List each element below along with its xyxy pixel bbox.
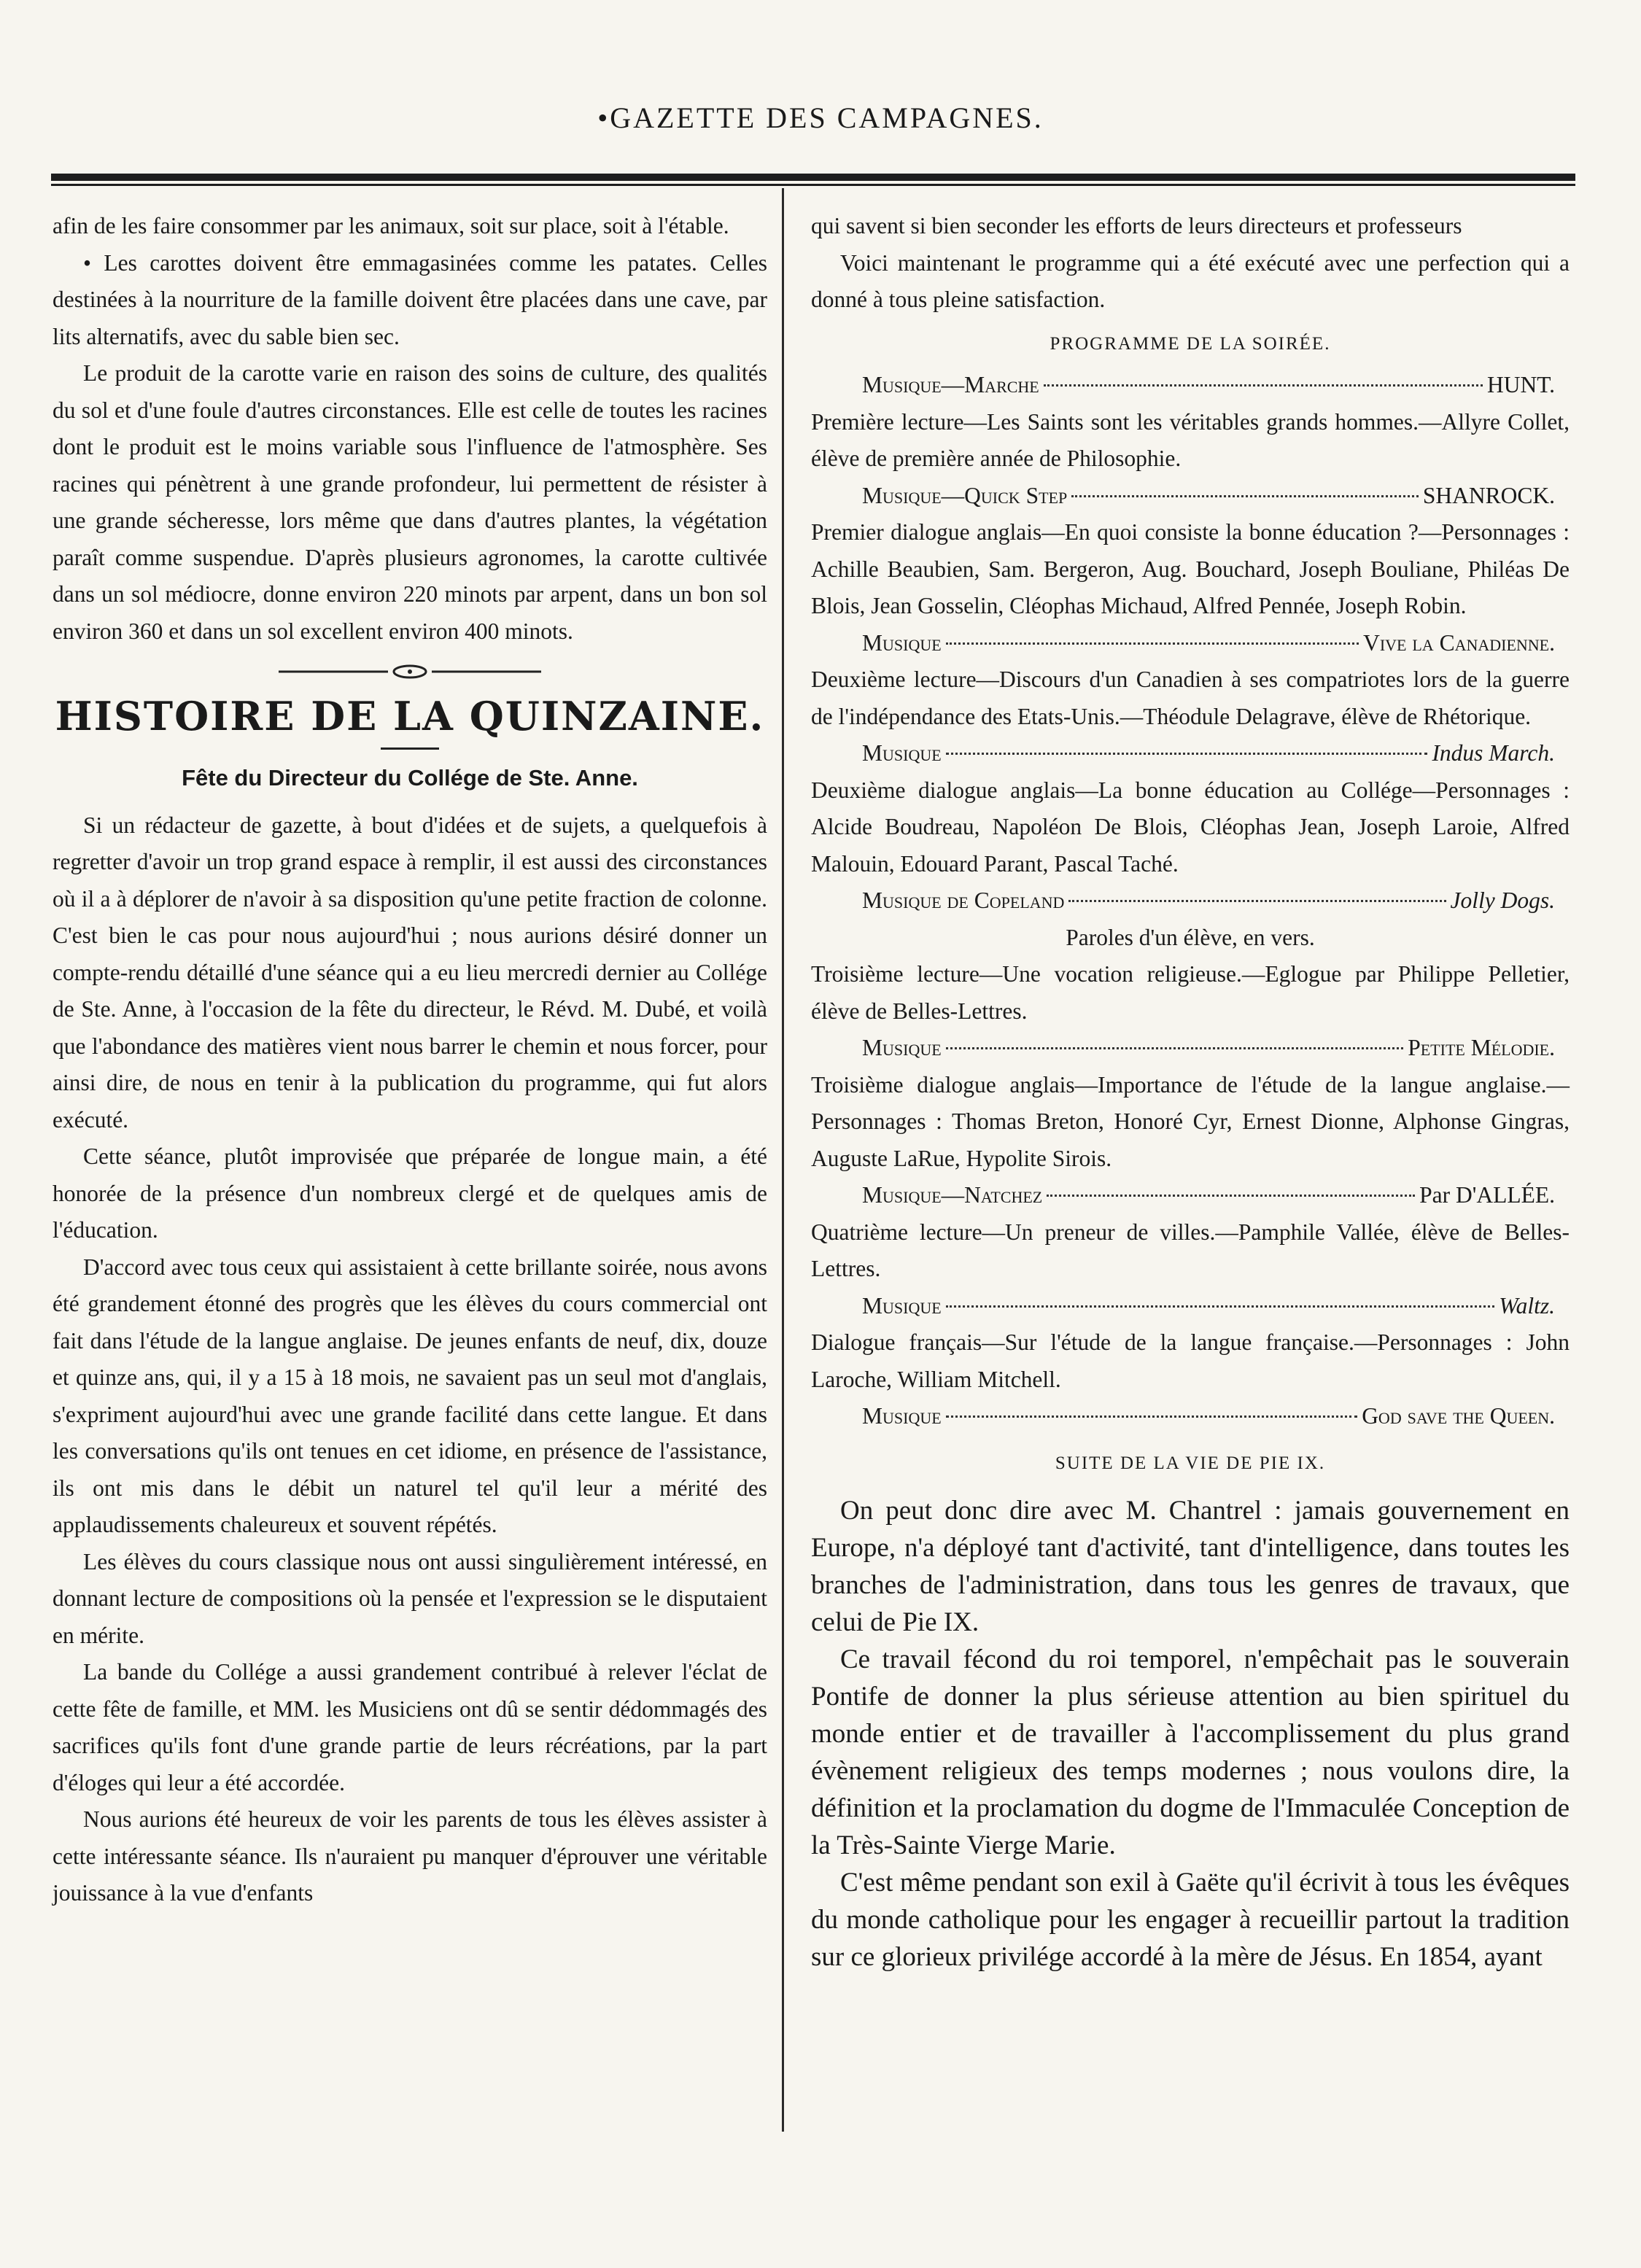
header-rule-thin [51,184,1575,186]
paragraph: qui savent si bien seconder les efforts de leurs directeurs et professeurs [811,213,1462,238]
left-column [53,208,767,1912]
program-heading: PROGRAMME DE LA SOIRÉE. [1050,333,1331,354]
program-item: Première lecture—Les Saints sont les véritables grands hommes.—Allyre Collet, élève de première année de Philosophie. [811,408,1570,471]
program-music-line [811,478,1570,515]
leader-dots [946,753,1428,755]
paragraph: C'est même pendant son exil à Gaëte qu'il écrivit à tous les évêques du monde catholique pour les engager à recueillir partout la tradition sur ce glorieux privilége accordé à la mère de Jésus. En 1854, ayant [811,1868,1570,1972]
paragraph: Ce travail fécond du roi temporel, n'empêchait pas le souverain Pontife de donner la plus sérieuse attention au bien spirituel du monde entier et de travailler à l'accomplissement du plus grand évènement religieux des temps modernes ; nous voulons dire, la définition et la proclamation du dogme de l'Immaculée Conception de la Très-Sainte Vierge Marie. [811,1644,1570,1860]
program-music-line [811,1177,1570,1214]
program-music-line [811,625,1570,662]
program-item: Deuxième dialogue anglais—La bonne éducation au Collége—Personnages : Alcide Boudreau, Napoléon De Blois, Cléophas Jean, Joseph Laroie, Alfred Malouin, Edouard Parant, Pascal Taché. [811,777,1570,877]
music-title: Indus March. [1432,740,1555,766]
paragraph: Voici maintenant le programme qui a été exécuté avec une perfection qui a donné à tous pleine satisfaction. [811,249,1570,312]
music-title: HUNT. [1486,372,1555,397]
program-music-line [811,735,1570,772]
music-label: Musique [862,1035,942,1060]
music-title: Jolly Dogs. [1450,888,1555,913]
leader-dots [946,1415,1358,1418]
masthead: •GAZETTE DES CAMPAGNES. [597,101,1044,134]
music-label: Musique de Copeland [862,888,1065,913]
paragraph: Nous aurions été heureux de voir les parents de tous les élèves assister à cette intéressante séance. Ils n'auraient pu manquer d'éprouver une véritable jouissance à la vue d'enfants [53,1806,767,1906]
music-label: Musique—Natchez [862,1182,1043,1208]
paragraph: Si un rédacteur de gazette, à bout d'idées et de sujets, a quelquefois à regretter d'avoir un trop grand espace à remplir, il est aussi des circonstances où il a à déplorer de n'avoir à sa disposition qu'une petite fraction de colonne. C'est bien le cas pour nous aujourd'hui ; nous aurions désiré donner un compte-rendu détaillé d'une séance qui a eu lieu mercredi dernier au Collége de Ste. Anne, à l'occasion de la fête du directeur, le Révd. M. Dubé, et voilà que l'abondance des matières vient nous barrer le chemin et nous forcer, pour ainsi dire, de nous en tenir à la publication du programme, qui fut alors exécuté. [53,812,767,1133]
leader-dots [946,642,1359,645]
program-music-line [811,367,1570,404]
leader-dots [1044,384,1483,387]
ornament-divider [279,663,541,680]
right-column [811,208,1570,1976]
music-title: SHANROCK. [1422,482,1555,508]
program-item: Troisième lecture—Une vocation religieuse.—Eglogue par Philippe Pelletier, élève de Belles-Lettres. [811,961,1570,1024]
paragraph: On peut donc dire avec M. Chantrel : jamais gouvernement en Europe, n'a déployé tant d'activité, tant d'intelligence, dans toutes les branches de l'administration, dans tous les genres de travaux, que celui de Pie IX. [811,1496,1570,1637]
program-note: Paroles d'un élève, en vers. [1066,924,1315,950]
article-subheading: Fête du Directeur du Collége de Ste. Anne. [182,765,638,791]
music-title: Vive la Canadienne. [1363,629,1555,656]
music-title: Waltz. [1499,1292,1555,1319]
music-label: Musique [862,1292,942,1319]
music-title: Petite Mélodie. [1408,1035,1555,1060]
heading-rule [381,747,439,750]
music-title: God save the Queen. [1362,1403,1555,1429]
program-music-line [811,1288,1570,1325]
paragraph: afin de les faire consommer par les animaux, soit sur place, soit à l'étable. [53,213,729,238]
music-label: Musique—Marche [862,372,1039,397]
column-separator [782,188,784,2132]
program-item: Quatrième lecture—Un preneur de villes.—Pamphile Vallée, élève de Belles-Lettres. [811,1219,1570,1281]
program-music-line [811,1398,1570,1435]
leader-dots [1071,495,1419,497]
program-item: Dialogue français—Sur l'étude de la langue française.—Personnages : John Laroche, William Mitchell. [811,1329,1570,1392]
article-heading: SUITE DE LA VIE DE PIE IX. [1055,1453,1326,1473]
program-music-line [811,882,1570,920]
paragraph: Le produit de la carotte varie en raison des soins de culture, des qualités du sol et d'une foule d'autres circonstances. Elle est celle de toutes les racines dont le produit est le moins variable sous l'influence de l'atmosphère. Ses racines qui pénètrent à une grande profondeur, lui permettent de résister à une grande sécheresse, lors même que dans d'autres plantes, la végétation paraît comme suspendue. D'après plusieurs agronomes, la carotte cultivée dans un sol médiocre, donne environ 220 minots par arpent, dans un bon sol environ 360 et dans un sol excellent environ 400 minots. [53,360,767,644]
music-label: Musique [862,1403,942,1429]
leader-dots [946,1047,1404,1049]
leader-dots [946,1305,1495,1308]
music-title: Par D'ALLÉE. [1419,1182,1555,1208]
program-item: Deuxième lecture—Discours d'un Canadien à ses compatriotes lors de la guerre de l'indépendance des Etats-Unis.—Théodule Delagrave, élève de Rhétorique. [811,667,1570,729]
paragraph: • Les carottes doivent être emmagasinées comme les patates. Celles destinées à la nourriture de la famille doivent être placées dans une cave, par lits alternatifs, avec du sable bien sec. [53,249,767,349]
program-item: Troisième dialogue anglais—Importance de l'étude de la langue anglaise.—Personnages : Thomas Breton, Honoré Cyr, Ernest Dionne, Alphonse Gingras, Auguste LaRue, Hypolite Sirois. [811,1071,1570,1171]
leader-dots [1068,900,1446,902]
paragraph: D'accord avec tous ceux qui assistaient à cette brillante soirée, nous avons été grandement étonné des progrès que les élèves du cours commercial ont fait dans l'étude de la langue anglaise. De jeunes enfants de neuf, dix, douze et quinze ans, qui, il y a 15 à 18 mois, ne savaient pas un seul mot d'anglais, s'expriment aujourd'hui avec une grande facilité dans cette langue. Et dans les conversations qu'ils ont tenues en cet idiome, en présence de l'assistance, ils ont mis dans le débit un naturel tel qu'il leur a mérité des applaudissements chaleureux et souvent répétés. [53,1254,767,1537]
paragraph: Cette séance, plutôt improvisée que préparée de longue main, a été honorée de la présence d'un nombreux clergé et de quelques amis de l'éducation. [53,1143,767,1243]
paragraph: La bande du Collége a aussi grandement contribué à relever l'éclat de cette fête de famille, et MM. les Musiciens ont dû se sentir dédommagés des sacrifices qu'ils font d'une grande partie de leurs récréations, par la part d'éloges qui leur a été accordée. [53,1659,767,1795]
music-label: Musique [862,629,942,656]
program-item: Premier dialogue anglais—En quoi consiste la bonne éducation ?—Personnages : Achille Beaubien, Sam. Bergeron, Aug. Bouchard, Joseph Bouliane, Philéas De Blois, Jean Gosselin, Cléophas Michaud, Alfred Pennée, Joseph Robin. [811,519,1570,618]
program-music-line [811,1030,1570,1067]
music-label: Musique—Quick Step [862,482,1068,508]
music-label: Musique [862,740,942,766]
article-body [811,1492,1570,1976]
section-heading: HISTOIRE DE LA QUINZAINE. [55,693,765,739]
leader-dots [1047,1195,1415,1197]
header-rule-thick [51,174,1575,181]
paragraph: Les élèves du cours classique nous ont aussi singulièrement intéressé, en donnant lecture de compositions où la pensée et l'expression se le disputaient en mérite. [53,1548,767,1648]
